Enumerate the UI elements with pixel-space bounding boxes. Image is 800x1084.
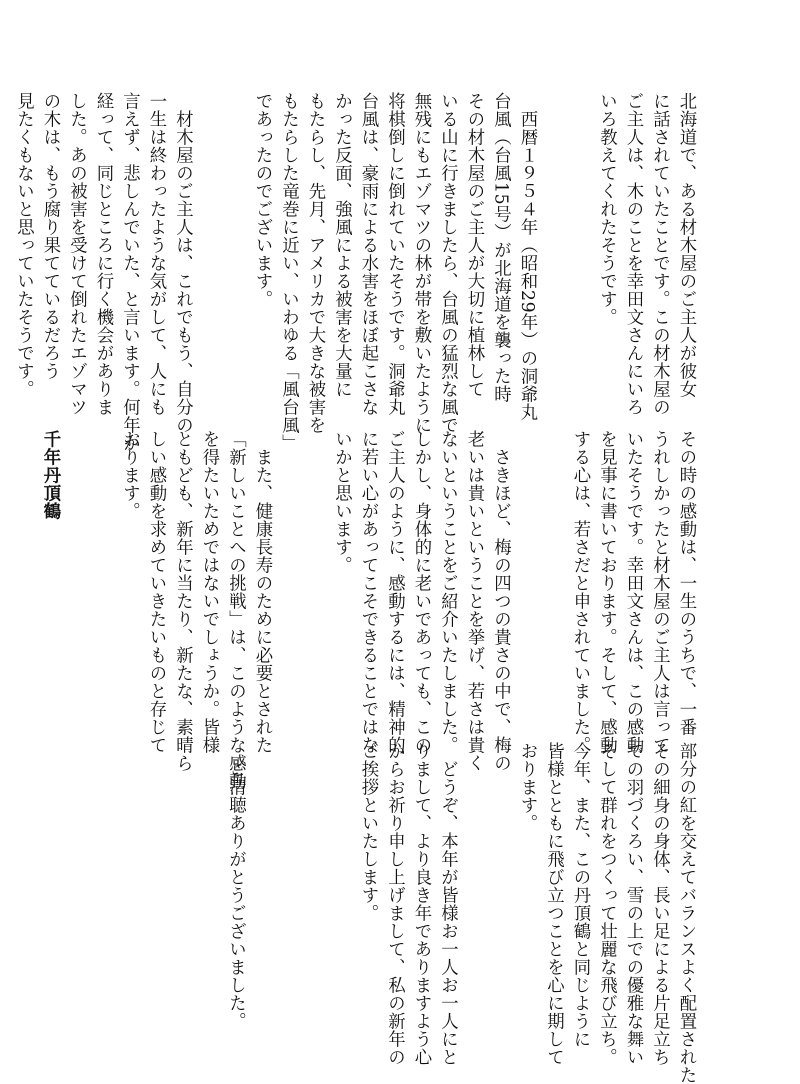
paragraph-plum: さきほど、梅の四つの貴さの中で、梅の 老いは貴いということを挙げ、若さは貴く ないということをご紹介いたしました。 しかし、身体的に老いであっても、この ご主人のように、感動するには、精神的 に若い心があってこそできることではな いかと思います。: [331, 430, 511, 772]
paragraph-challenge: また、健康長寿のために必要とされた 「新しいことへの挑戦」は、このような感動 を得たいためではないでしょうか。皆様 ともども、新年に当たり、新たな、素晴ら しい感動を求めていきたいものと存じて おります。: [119, 430, 272, 790]
paragraph-typhoon: 西暦１９５４年（昭和29年）の洞爺丸 台風（台風15号）が北海道を襲った時 その材木屋のご主人が大切に植林して いる山に行きましたら、台風の猛烈な風で 無残にもエゾマツの林が帯を敷いたように 将棋倒しに倒れていたそうです。洞爺丸 台風は、豪雨による水害をほぼ起こさな かった反面、強風による被害を大量に もたらし、先月、アメリカで大きな被害を もたらした竜巻に近い、いわゆる「風台風」 であったのでございます。: [252, 92, 537, 452]
paragraph-closing: ご清聴ありがとうございました。: [225, 759, 246, 1030]
paragraph-sorrow: 材木屋のご主人は、これでもう、自分の 一生は終わったような気がして、人にも 言えず、悲しんでいた、と言います。何年か 経って、同じところに行く機会がありま した。あの被害を受けて倒れたエゾマツ の木は、もう腐り果てているだろう 見たくもないと思っていたそうです。: [13, 92, 193, 452]
paragraph-crane-continued: 部分の紅を交えてバランスよく配置された その細身の身体、長い足による片足立ち での羽づくろい、雪の上での優雅な舞い そして群れをつくって壮麗な飛び立ち。 今年、また、この丹頂鶴と同じように 皆様とともに飛び立つことを心に期して おります。: [517, 742, 696, 1084]
section-heading-crane: 千年丹頂鶴: [40, 430, 60, 520]
text-column-block-3: [196, 742, 753, 1084]
paragraph-new-year-wish: どうぞ、本年が皆様お一人お一人にと りまして、より良き年でありますよう心 からお祈り申し上げまして、私の新年の ご挨拶といたします。: [358, 742, 458, 1066]
paragraph-emotion: その時の感動は、一生のうちで、一番 うれしかったと材木屋のご主人は言って いたそうです。幸田文さんは、この感動 を見事に書いております。そして、感動 する心は、若さだと申されていました。: [570, 430, 696, 754]
text-column-block-1: [0, 92, 752, 452]
text-column-block-2: [0, 430, 752, 790]
paragraph-intro: 北海道で、ある材木屋のご主人が彼女 に話されていたことです。この材木屋の ご主人は、木のことを幸田文さんにいろ いろ教えてくれたそうです。: [596, 92, 696, 416]
